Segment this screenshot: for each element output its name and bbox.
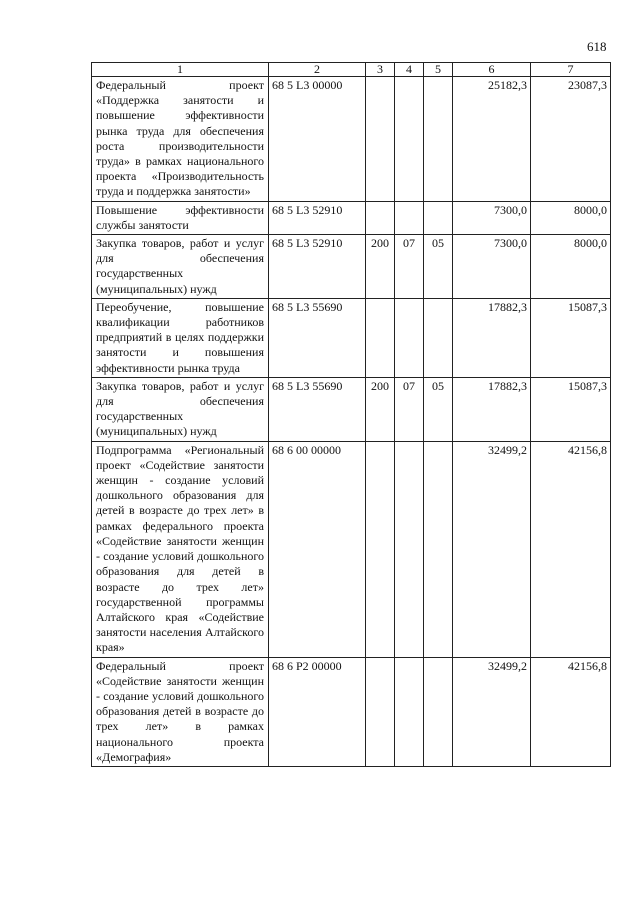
- row-code: 68 6 00 00000: [269, 441, 366, 657]
- row-col4: 07: [395, 235, 424, 299]
- row-col5: [424, 77, 453, 202]
- row-code: 68 5 L3 55690: [269, 298, 366, 377]
- row-col4: [395, 77, 424, 202]
- row-col7: 8000,0: [531, 201, 611, 234]
- table-row: [92, 298, 611, 377]
- row-col4: [395, 201, 424, 234]
- row-col5: 05: [424, 235, 453, 299]
- header-col-1: 1: [92, 63, 269, 77]
- header-row: [92, 63, 611, 77]
- budget-table: [91, 62, 611, 767]
- row-col5: [424, 657, 453, 766]
- row-col3: [366, 77, 395, 202]
- header-col-5: 5: [424, 63, 453, 77]
- row-col4: 07: [395, 377, 424, 441]
- row-col3: [366, 298, 395, 377]
- row-col7: 23087,3: [531, 77, 611, 202]
- row-col4: [395, 441, 424, 657]
- row-code: 68 5 L3 55690: [269, 377, 366, 441]
- table-row: [92, 377, 611, 441]
- row-col3: 200: [366, 377, 395, 441]
- row-col6: 7300,0: [453, 235, 531, 299]
- row-code: 68 5 L3 52910: [269, 201, 366, 234]
- row-code: 68 6 P2 00000: [269, 657, 366, 766]
- header-col-2: 2: [269, 63, 366, 77]
- row-col6: 17882,3: [453, 377, 531, 441]
- table-row: [92, 235, 611, 299]
- row-col6: 7300,0: [453, 201, 531, 234]
- page-number: 618: [587, 39, 607, 54]
- row-name: Закупка товаров, работ и услуг для обеспечения государственных (муниципальных) нужд: [92, 235, 269, 299]
- row-col3: [366, 201, 395, 234]
- row-name: Федеральный проект «Содействие занятости женщин - создание условий дошкольного образования детей в возрасте до трех лет» в рамках национального проекта «Демография»: [92, 657, 269, 766]
- header-col-6: 6: [453, 63, 531, 77]
- row-col4: [395, 298, 424, 377]
- row-code: 68 5 L3 52910: [269, 235, 366, 299]
- row-col7: 42156,8: [531, 441, 611, 657]
- row-col7: 42156,8: [531, 657, 611, 766]
- header-col-7: 7: [531, 63, 611, 77]
- row-name: Закупка товаров, работ и услуг для обеспечения государственных (муниципальных) нужд: [92, 377, 269, 441]
- row-name: Федеральный проект «Поддержка занятости и повышение эффективности рынка труда для обеспечения роста производительности труда» в рамках национального проекта «Производительность труда и поддержка занятости»: [92, 77, 269, 202]
- row-col3: [366, 657, 395, 766]
- header-col-4: 4: [395, 63, 424, 77]
- row-col7: 15087,3: [531, 298, 611, 377]
- row-col5: [424, 441, 453, 657]
- row-col7: 15087,3: [531, 377, 611, 441]
- table-row: [92, 201, 611, 234]
- table-row: [92, 657, 611, 766]
- header-col-3: 3: [366, 63, 395, 77]
- row-col5: 05: [424, 377, 453, 441]
- row-name: Повышение эффективности службы занятости: [92, 201, 269, 234]
- row-col3: [366, 441, 395, 657]
- row-col6: 32499,2: [453, 657, 531, 766]
- table-row: [92, 441, 611, 657]
- table-row: [92, 77, 611, 202]
- row-col5: [424, 201, 453, 234]
- row-col5: [424, 298, 453, 377]
- row-code: 68 5 L3 00000: [269, 77, 366, 202]
- row-name: Подпрограмма «Региональный проект «Содействие занятости женщин - создание условий дошкольного образования для детей в возрасте до трех лет» в рамках федерального проекта «Содействие занятости женщин - создание условий дошкольного образования для детей в возрасте до трех лет» государственной программы Алтайского края «Содействие занятости населения Алтайского края»: [92, 441, 269, 657]
- row-col3: 200: [366, 235, 395, 299]
- row-col7: 8000,0: [531, 235, 611, 299]
- row-col6: 32499,2: [453, 441, 531, 657]
- row-col6: 25182,3: [453, 77, 531, 202]
- row-col4: [395, 657, 424, 766]
- row-col6: 17882,3: [453, 298, 531, 377]
- row-name: Переобучение, повышение квалификации работников предприятий в целях поддержки занятости и повышения эффективности рынка труда: [92, 298, 269, 377]
